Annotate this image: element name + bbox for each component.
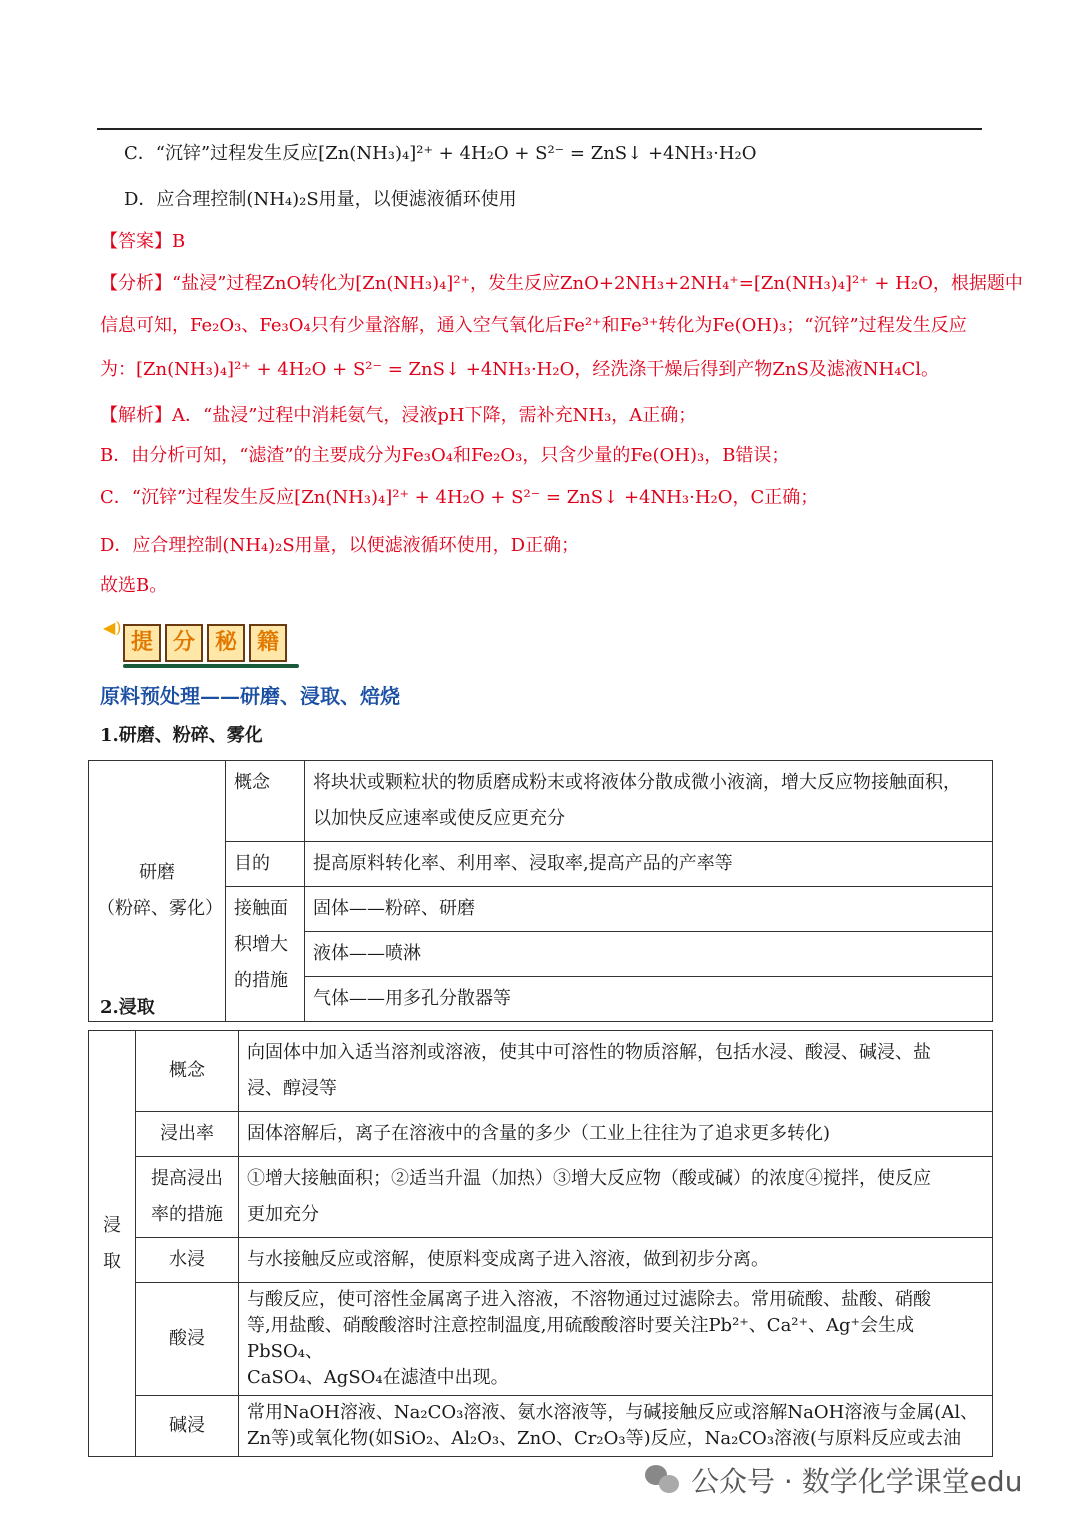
- rate-text: 固体溶解后，离子在溶液中的含量的多少（工业上往往为了追求更多转化): [239, 1112, 993, 1157]
- badge-char: 秘: [207, 624, 245, 662]
- subsection-1-title: 1.研磨、粉碎、雾化: [100, 725, 263, 746]
- badge-char: 提: [123, 624, 161, 662]
- leaching-row-header: 浸 取: [89, 1031, 136, 1457]
- wechat-icon: [645, 1465, 681, 1495]
- explanation-d: D．应合理控制(NH₄)₂S用量，以便滤液循环使用，D正确；: [100, 535, 580, 556]
- subsection-2-title: 2.浸取: [100, 997, 155, 1018]
- purpose-text: 提高原料转化率、利用率、浸取率,提高产品的产率等: [305, 842, 993, 887]
- improve-text: ①增大接触面积；②适当升温（加热）③增大反应物（酸或碱）的浓度④搅拌，使反应 更加充分: [239, 1157, 993, 1238]
- option-c: C．“沉锌”过程发生反应[Zn(NH₃)₄]²⁺ + 4H₂O + S²⁻ = ZnS↓ +4NH₃·H₂O: [124, 143, 757, 164]
- gas-measure: 气体——用多孔分散器等: [305, 977, 993, 1022]
- water-label: 水浸: [136, 1238, 239, 1283]
- grinding-table: [88, 760, 993, 1022]
- base-label: 碱浸: [136, 1396, 239, 1457]
- leaching-table: [88, 1030, 993, 1457]
- concept-text: 将块状或颗粒状的物质磨成粉末或将液体分散成微小液滴，增大反应物接触面积， 以加快反应速率或使反应更充分: [305, 761, 993, 842]
- tips-badge: [103, 614, 303, 670]
- purpose-label: 目的: [226, 842, 305, 887]
- solid-measure: 固体——粉碎、研磨: [305, 887, 993, 932]
- explanation-c: C．“沉锌”过程发生反应[Zn(NH₃)₄]²⁺ + 4H₂O + S²⁻ = ZnS↓ +4NH₃·H₂O，C正确；: [100, 487, 819, 508]
- water-text: 与水接触反应或溶解，使原料变成离子进入溶液，做到初步分离。: [239, 1238, 993, 1283]
- grinding-row-header: 研磨 （粉碎、雾化）: [89, 761, 226, 1022]
- watermark: [645, 1460, 1022, 1500]
- analysis-line-2: 信息可知，Fe₂O₃、Fe₃O₄只有少量溶解，通入空气氧化后Fe²⁺和Fe³⁺转化为Fe(OH)₃；“沉锌”过程发生反应: [100, 315, 967, 336]
- speaker-icon: ◀): [103, 618, 122, 637]
- top-rule: [97, 128, 982, 130]
- explanation-a: 【解析】A．“盐浸”过程中消耗氨气，浸液pH下降，需补充NH₃，A正确；: [100, 405, 697, 426]
- option-d: D．应合理控制(NH₄)₂S用量，以便滤液循环使用: [124, 189, 517, 210]
- explanation-b: B．由分析可知，“滤渣”的主要成分为Fe₃O₄和Fe₂O₃，只含少量的Fe(OH)₃，B错误；: [100, 445, 790, 466]
- explanation-conclusion: 故选B。: [100, 575, 168, 596]
- base-text: 常用NaOH溶液、Na₂CO₃溶液、氨水溶液等，与碱接触反应或溶解NaOH溶液与金属(Al、 Zn等)或氧化物(如SiO₂、Al₂O₃、ZnO、Cr₂O₃等)反应，Na₂CO₃溶液(与原料反应或去油: [239, 1396, 993, 1457]
- rate-label: 浸出率: [136, 1112, 239, 1157]
- badge-underline: [123, 664, 299, 668]
- leach-concept-text: 向固体中加入适当溶剂或溶液，使其中可溶性的物质溶解，包括水浸、酸浸、碱浸、盐 浸、醇浸等: [239, 1031, 993, 1112]
- measures-label: 接触面 积增大 的措施: [226, 887, 305, 1022]
- analysis-line-1: 【分析】“盐浸”过程ZnO转化为[Zn(NH₃)₄]²⁺，发生反应ZnO+2NH₃+2NH₄⁺=[Zn(NH₃)₄]²⁺ + H₂O，根据题中: [100, 273, 1023, 294]
- concept-label: 概念: [226, 761, 305, 842]
- acid-text: 与酸反应，使可溶性金属离子进入溶液，不溶物通过过滤除去。常用硫酸、盐酸、硝酸 等,用盐酸、硝酸酸溶时注意控制温度,用硫酸酸溶时要关注Pb²⁺、Ca²⁺、Ag⁺会生成PbSO₄、 CaSO₄、AgSO₄在滤渣中出现。: [239, 1283, 993, 1396]
- answer: 【答案】B: [100, 231, 186, 252]
- acid-label: 酸浸: [136, 1283, 239, 1396]
- watermark-text: 公众号 · 数学化学课堂edu: [691, 1465, 1023, 1498]
- section-title: 原料预处理——研磨、浸取、焙烧: [100, 684, 400, 708]
- improve-label: 提高浸出 率的措施: [136, 1157, 239, 1238]
- liquid-measure: 液体——喷淋: [305, 932, 993, 977]
- analysis-line-3: 为：[Zn(NH₃)₄]²⁺ + 4H₂O + S²⁻ = ZnS↓ +4NH₃·H₂O，经洗涤干燥后得到产物ZnS及滤液NH₄Cl。: [100, 359, 939, 380]
- badge-char: 分: [165, 624, 203, 662]
- badge-char: 籍: [249, 624, 287, 662]
- leach-concept-label: 概念: [136, 1031, 239, 1112]
